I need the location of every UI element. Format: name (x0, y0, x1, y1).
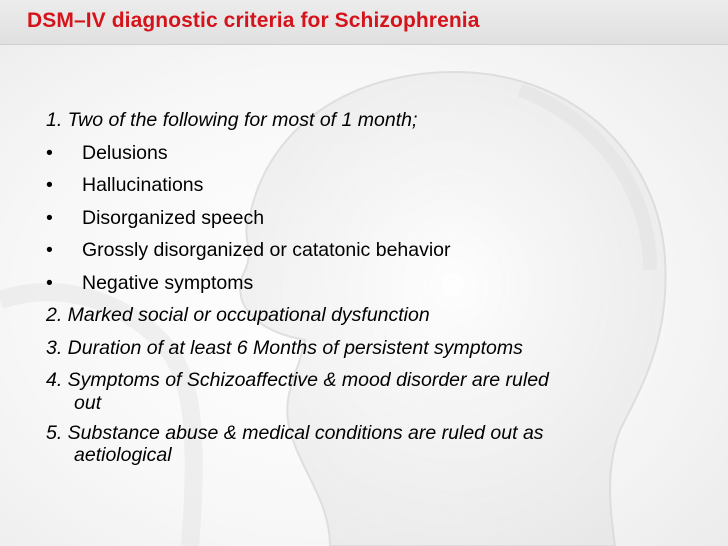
bullet-item-negative-symptoms (46, 267, 706, 300)
bullet-item-hallucinations (46, 169, 706, 202)
bullet-item-text: Negative symptoms (82, 271, 254, 294)
bullet-icon: • (46, 174, 53, 196)
bullet-item-delusions (46, 137, 706, 170)
bullet-icon: • (46, 141, 53, 164)
title-divider (0, 44, 728, 45)
criterion-1-text: 1. Two of the following for most of 1 month; (46, 109, 418, 131)
bullet-icon: • (46, 206, 53, 229)
criterion-3-text: 3. Duration of at least 6 Months of persistent symptoms (46, 336, 523, 359)
bullet-item-text: Delusions (82, 141, 168, 164)
bullet-item-text: Grossly disorganized or catatonic behavior (82, 239, 451, 261)
criterion-4 (46, 364, 706, 417)
criterion-2 (46, 299, 706, 332)
criterion-3 (46, 332, 706, 365)
bullet-item-text: Hallucinations (82, 174, 204, 196)
bullet-item-text: Disorganized speech (82, 206, 265, 229)
slide-title: DSM–IV diagnostic criteria for Schizophrenia (27, 9, 480, 32)
criterion-5 (46, 417, 706, 470)
criterion-4-text: 4. Symptoms of Schizoaffective & mood disorder are ruled (46, 369, 549, 391)
criterion-1 (46, 104, 706, 137)
criterion-5-continuation: aetiological (74, 444, 172, 466)
bullet-item-disorganized-behavior (46, 234, 706, 267)
criterion-2-text: 2. Marked social or occupational dysfunction (46, 304, 430, 326)
criterion-4-continuation: out (74, 391, 102, 414)
bullet-icon: • (46, 271, 53, 294)
criteria-list (46, 104, 706, 469)
bullet-item-disorganized-speech (46, 202, 706, 235)
bullet-icon: • (46, 239, 53, 261)
criterion-5-text: 5. Substance abuse & medical conditions are ruled out as (46, 421, 544, 444)
